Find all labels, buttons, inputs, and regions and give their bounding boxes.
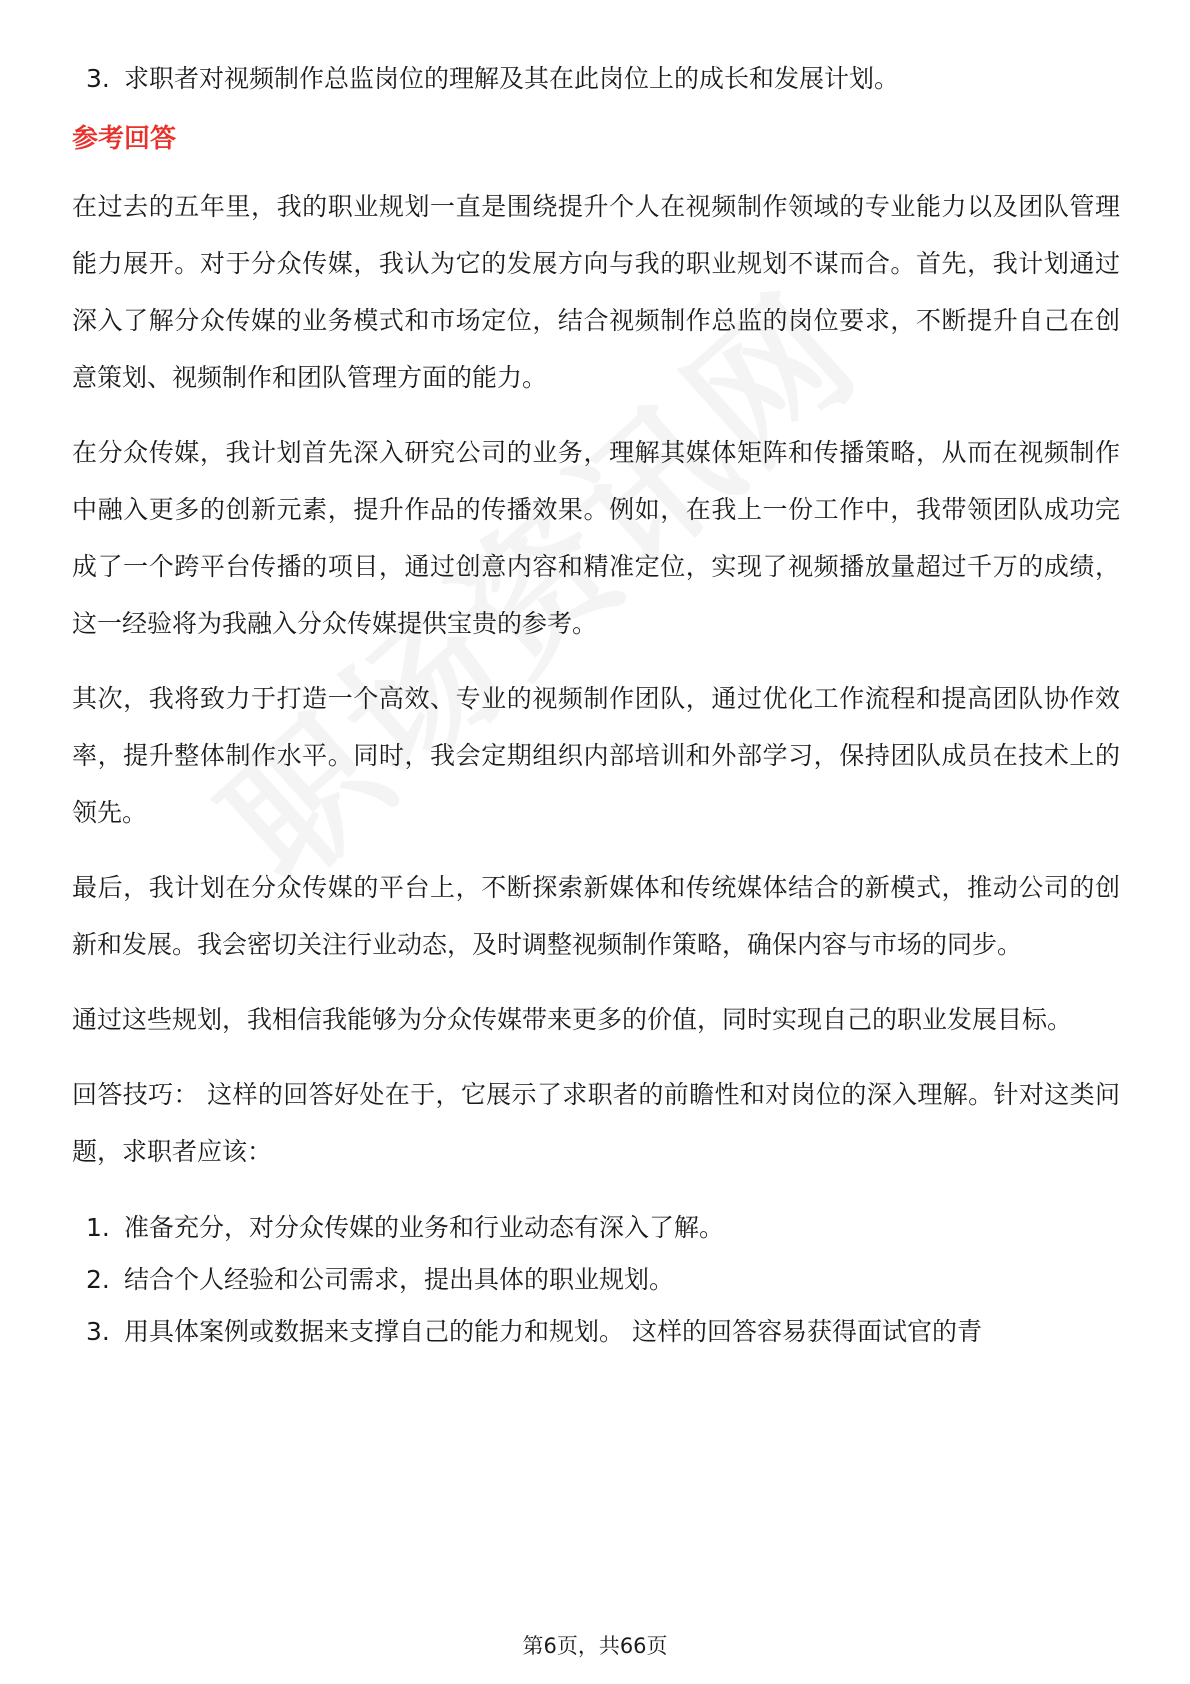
- section-heading: 参考回答: [72, 124, 177, 154]
- list-text: 准备充分，对分众传媒的业务和行业动态有深入了解。: [124, 1213, 725, 1242]
- paragraph: 在分众传媒，我计划首先深入研究公司的业务，理解其媒体矩阵和传播策略，从而在视频制作中融入更多的创新元素，提升作品的传播效果。例如，在我上一份工作中，我带领团队成功完成了一个跨平台传播的项目，通过创意内容和精准定位，实现了视频播放量超过千万的成绩，这一经验将为我融入分众传媒提供宝贵的参考。: [72, 438, 1120, 638]
- document-body: [72, 58, 1120, 1358]
- list-item: [72, 1202, 1120, 1254]
- list-number: 2.: [86, 1265, 110, 1294]
- list-number: 3.: [86, 64, 110, 93]
- list-number: 3.: [86, 1317, 110, 1346]
- answer-tips-paragraph: 回答技巧： 这样的回答好处在于，它展示了求职者的前瞻性和对岗位的深入理解。针对这类问题，求职者应该：: [72, 1080, 1120, 1166]
- paragraph: 其次，我将致力于打造一个高效、专业的视频制作团队，通过优化工作流程和提高团队协作效率，提升整体制作水平。同时，我会定期组织内部培训和外部学习，保持团队成员在技术上的领先。: [72, 684, 1120, 827]
- page-number: 第6页，共66页: [522, 1634, 668, 1658]
- paragraph: 最后，我计划在分众传媒的平台上，不断探索新媒体和传统媒体结合的新模式，推动公司的创新和发展。我会密切关注行业动态，及时调整视频制作策略，确保内容与市场的同步。: [72, 873, 1120, 959]
- paragraph: 通过这些规划，我相信我能够为分众传媒带来更多的价值，同时实现自己的职业发展目标。: [72, 1005, 1073, 1034]
- list-item: [72, 1306, 1120, 1358]
- list-number: 1.: [86, 1213, 110, 1242]
- list-text: 结合个人经验和公司需求，提出具体的职业规划。: [124, 1265, 675, 1294]
- paragraph: 在过去的五年里，我的职业规划一直是围绕提升个人在视频制作领域的专业能力以及团队管理能力展开。对于分众传媒，我认为它的发展方向与我的职业规划不谋而合。首先，我计划通过深入了解分众传媒的业务模式和市场定位，结合视频制作总监的岗位要求，不断提升自己在创意策划、视频制作和团队管理方面的能力。: [72, 192, 1120, 392]
- list-item: [72, 1254, 1120, 1306]
- tips-list: [72, 1202, 1120, 1358]
- list-text: 求职者对视频制作总监岗位的理解及其在此岗位上的成长和发展计划。: [124, 64, 900, 93]
- question-list-item: [72, 58, 1120, 100]
- list-text: 用具体案例或数据来支撑自己的能力和规划。 这样的回答容易获得面试官的青: [124, 1317, 982, 1346]
